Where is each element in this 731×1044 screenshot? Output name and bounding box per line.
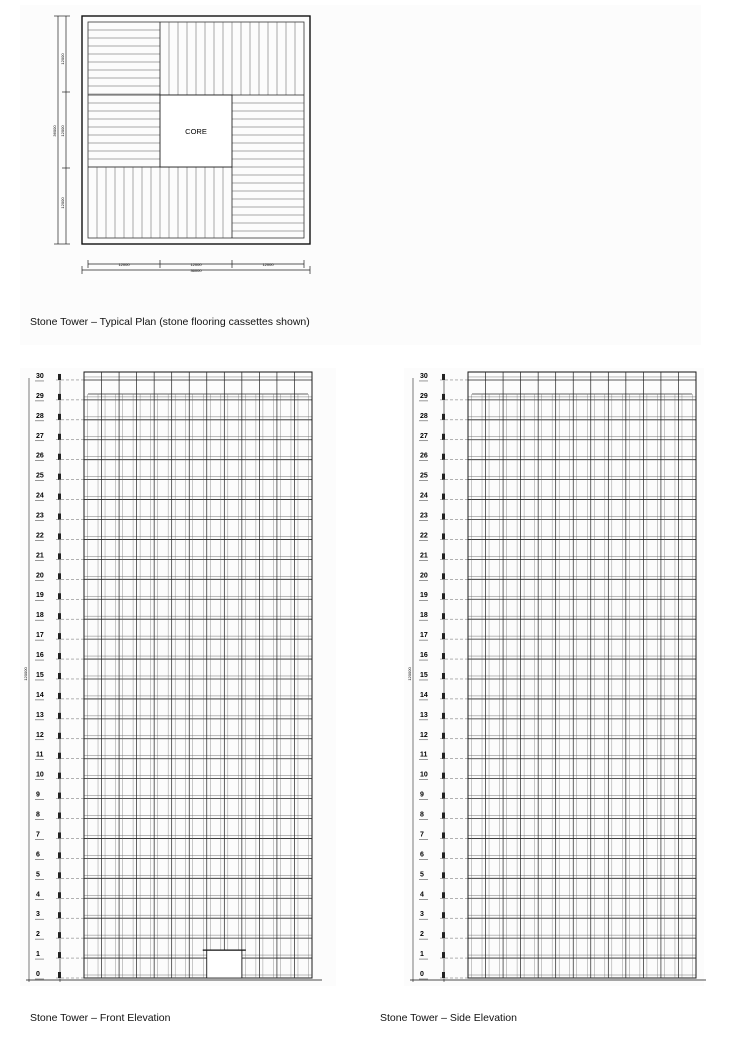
front-level-label: 2 bbox=[36, 931, 40, 939]
side-level-marker bbox=[442, 434, 445, 440]
side-level-marker bbox=[442, 454, 445, 460]
side-level-marker bbox=[442, 753, 445, 759]
side-level-marker bbox=[442, 394, 445, 400]
front-level-marker bbox=[58, 753, 61, 759]
front-level-marker bbox=[58, 653, 61, 659]
side-level-marker bbox=[442, 872, 445, 878]
side-level-label: 30 bbox=[420, 372, 428, 380]
front-level-label: 22 bbox=[36, 532, 44, 540]
front-level-label: 3 bbox=[36, 911, 40, 919]
side-level-marker bbox=[442, 733, 445, 739]
front-level-label: 16 bbox=[36, 652, 44, 660]
front-level-label: 30 bbox=[36, 372, 44, 380]
front-level-marker bbox=[58, 533, 61, 539]
side-elevation bbox=[407, 372, 706, 982]
side-level-label: 14 bbox=[420, 691, 428, 699]
front-level-marker bbox=[58, 394, 61, 400]
front-level-label: 24 bbox=[36, 492, 44, 500]
side-level-marker bbox=[442, 514, 445, 520]
front-level-label: 20 bbox=[36, 572, 44, 580]
front-level-marker bbox=[58, 414, 61, 420]
front-level-label: 19 bbox=[36, 592, 44, 600]
side-level-label: 25 bbox=[420, 472, 428, 480]
side-level-label: 5 bbox=[420, 871, 424, 879]
side-level-label: 6 bbox=[420, 851, 424, 859]
side-level-marker bbox=[442, 494, 445, 500]
front-entrance bbox=[207, 950, 242, 978]
front-level-label: 27 bbox=[36, 432, 44, 440]
side-level-marker bbox=[442, 832, 445, 838]
side-level-marker bbox=[442, 553, 445, 559]
front-level-marker bbox=[58, 693, 61, 699]
side-level-marker bbox=[442, 653, 445, 659]
front-level-marker bbox=[58, 773, 61, 779]
plan-dim-h-2: 12000 bbox=[190, 262, 202, 267]
side-level-marker bbox=[442, 693, 445, 699]
side-level-marker bbox=[442, 892, 445, 898]
front-level-marker bbox=[58, 793, 61, 799]
front-overall-height: 120000 bbox=[23, 667, 28, 681]
side-level-marker bbox=[442, 852, 445, 858]
side-level-label: 9 bbox=[420, 791, 424, 799]
front-level-label: 23 bbox=[36, 512, 44, 520]
front-level-label: 21 bbox=[36, 552, 44, 560]
side-level-marker bbox=[442, 573, 445, 579]
side-level-marker bbox=[442, 533, 445, 539]
side-level-marker bbox=[442, 374, 445, 380]
front-level-marker bbox=[58, 852, 61, 858]
side-level-label: 19 bbox=[420, 592, 428, 600]
front-level-marker bbox=[58, 454, 61, 460]
front-level-marker bbox=[58, 474, 61, 480]
side-elevation-caption: Stone Tower – Side Elevation bbox=[380, 1012, 517, 1024]
front-level-label: 11 bbox=[36, 751, 44, 759]
front-level-marker bbox=[58, 912, 61, 918]
side-level-label: 3 bbox=[420, 911, 424, 919]
front-level-label: 28 bbox=[36, 412, 44, 420]
front-level-label: 0 bbox=[36, 971, 40, 978]
front-level-label: 15 bbox=[36, 671, 44, 679]
side-level-marker bbox=[442, 952, 445, 958]
front-level-marker bbox=[58, 434, 61, 440]
side-level-label: 28 bbox=[420, 412, 428, 420]
side-level-marker bbox=[442, 972, 445, 978]
side-level-marker bbox=[442, 932, 445, 938]
front-level-marker bbox=[58, 374, 61, 380]
side-level-label: 2 bbox=[420, 931, 424, 939]
side-level-label: 17 bbox=[420, 632, 428, 640]
side-level-label: 24 bbox=[420, 492, 428, 500]
plan-dim-v-2: 12000 bbox=[60, 125, 65, 137]
plan-caption: Stone Tower – Typical Plan (stone flooring cassettes shown) bbox=[30, 316, 310, 328]
side-level-label: 15 bbox=[420, 671, 428, 679]
side-level-label: 13 bbox=[420, 711, 428, 719]
front-elevation-caption: Stone Tower – Front Elevation bbox=[30, 1012, 171, 1024]
front-building-outline bbox=[84, 372, 312, 978]
side-level-label: 23 bbox=[420, 512, 428, 520]
plan-dim-h-overall: 36000 bbox=[190, 268, 202, 273]
plan-dim-h-3: 12000 bbox=[262, 262, 274, 267]
front-level-marker bbox=[58, 514, 61, 520]
side-level-marker bbox=[442, 912, 445, 918]
side-level-label: 20 bbox=[420, 572, 428, 580]
cassette-quadrant-top-left bbox=[88, 22, 160, 167]
side-level-marker bbox=[442, 593, 445, 599]
front-level-label: 1 bbox=[36, 951, 40, 959]
side-level-marker bbox=[442, 773, 445, 779]
side-level-label: 18 bbox=[420, 612, 428, 620]
plan-dim-v-3: 12000 bbox=[60, 197, 65, 209]
front-level-marker bbox=[58, 573, 61, 579]
front-level-marker bbox=[58, 553, 61, 559]
front-level-label: 4 bbox=[36, 891, 40, 899]
front-level-marker bbox=[58, 613, 61, 619]
side-level-marker bbox=[442, 613, 445, 619]
plan-dim-v-1: 12000 bbox=[60, 53, 65, 65]
front-level-label: 14 bbox=[36, 691, 44, 699]
front-level-label: 8 bbox=[36, 811, 40, 819]
side-level-label: 16 bbox=[420, 652, 428, 660]
cassette-quadrant-bottom-left bbox=[88, 167, 232, 238]
side-overall-height: 120000 bbox=[407, 667, 412, 681]
side-level-label: 1 bbox=[420, 951, 424, 959]
side-level-marker bbox=[442, 474, 445, 480]
core-label: CORE bbox=[185, 127, 207, 136]
cassette-quadrant-bottom-right bbox=[232, 167, 304, 238]
front-level-label: 12 bbox=[36, 731, 44, 739]
side-level-marker bbox=[442, 713, 445, 719]
side-level-label: 10 bbox=[420, 771, 428, 779]
side-level-label: 26 bbox=[420, 452, 428, 460]
front-level-label: 10 bbox=[36, 771, 44, 779]
front-level-marker bbox=[58, 633, 61, 639]
side-level-marker bbox=[442, 414, 445, 420]
front-level-marker bbox=[58, 932, 61, 938]
front-level-marker bbox=[58, 673, 61, 679]
front-level-label: 18 bbox=[36, 612, 44, 620]
front-elevation bbox=[23, 372, 322, 982]
front-level-label: 25 bbox=[36, 472, 44, 480]
side-building-outline bbox=[468, 372, 696, 978]
front-level-marker bbox=[58, 972, 61, 978]
plan-horizontal-dimension bbox=[82, 260, 310, 274]
front-level-label: 9 bbox=[36, 791, 40, 799]
typical-plan bbox=[52, 16, 310, 274]
side-level-label: 7 bbox=[420, 831, 424, 839]
front-level-label: 26 bbox=[36, 452, 44, 460]
side-level-label: 29 bbox=[420, 392, 428, 400]
front-level-label: 17 bbox=[36, 632, 44, 640]
front-level-marker bbox=[58, 813, 61, 819]
plan-vertical-dimension bbox=[52, 16, 70, 244]
front-level-marker bbox=[58, 593, 61, 599]
side-level-label: 27 bbox=[420, 432, 428, 440]
front-level-marker bbox=[58, 494, 61, 500]
front-level-label: 7 bbox=[36, 831, 40, 839]
front-level-label: 6 bbox=[36, 851, 40, 859]
plan-dim-v-overall: 36000 bbox=[52, 125, 57, 137]
side-level-label: 0 bbox=[420, 971, 424, 978]
side-level-marker bbox=[442, 793, 445, 799]
side-level-marker bbox=[442, 633, 445, 639]
front-level-label: 13 bbox=[36, 711, 44, 719]
side-level-label: 22 bbox=[420, 532, 428, 540]
front-level-marker bbox=[58, 892, 61, 898]
front-level-marker bbox=[58, 713, 61, 719]
front-level-marker bbox=[58, 872, 61, 878]
side-level-label: 12 bbox=[420, 731, 428, 739]
side-level-label: 8 bbox=[420, 811, 424, 819]
front-level-marker bbox=[58, 733, 61, 739]
side-level-label: 21 bbox=[420, 552, 428, 560]
plan-dim-h-1: 12000 bbox=[118, 262, 130, 267]
side-level-marker bbox=[442, 813, 445, 819]
front-level-label: 29 bbox=[36, 392, 44, 400]
front-level-marker bbox=[58, 832, 61, 838]
front-level-label: 5 bbox=[36, 871, 40, 879]
side-level-label: 4 bbox=[420, 891, 424, 899]
side-level-marker bbox=[442, 673, 445, 679]
front-level-marker bbox=[58, 952, 61, 958]
side-level-label: 11 bbox=[420, 751, 428, 759]
